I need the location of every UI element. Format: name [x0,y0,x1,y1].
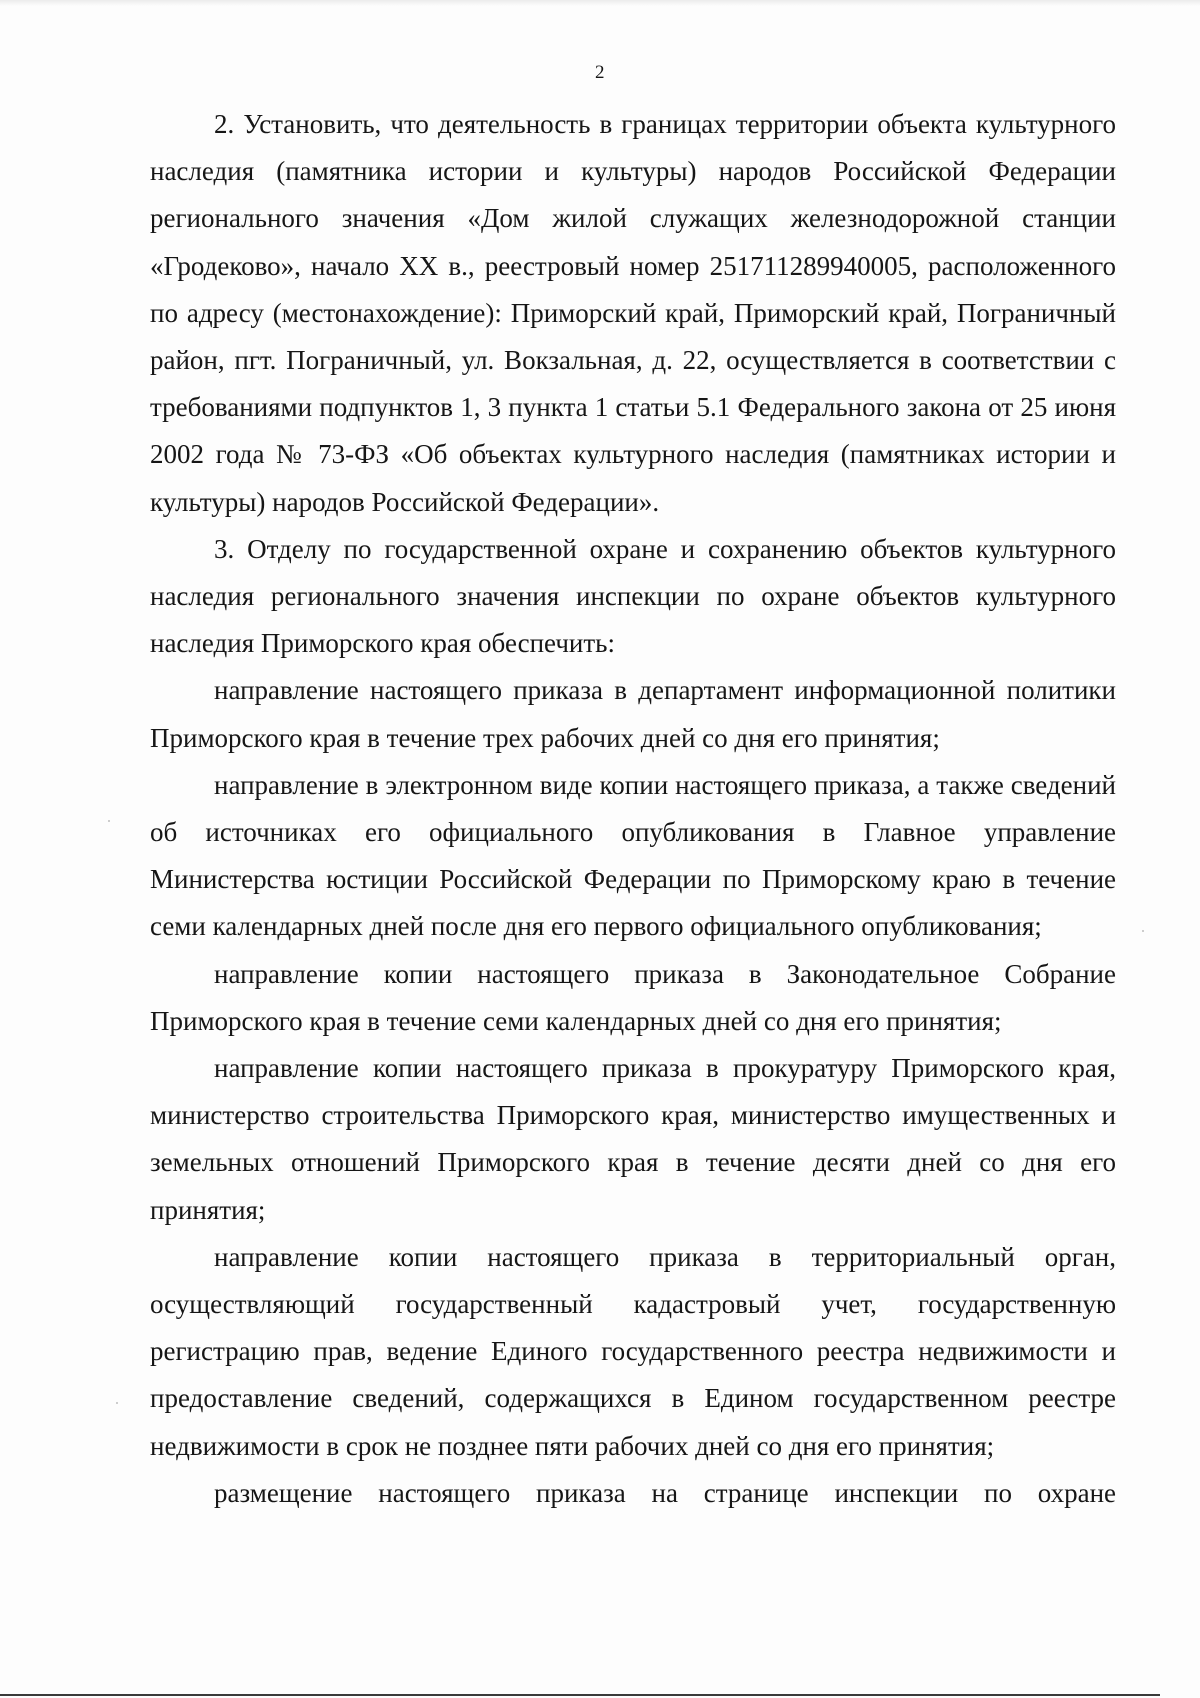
paragraph-item-2: 2. Установить, что деятельность в границах территории объекта культурного наследия (памятника истории и культуры) народов Российской Федерации регионального значения «Дом жилой служащих железнодорожной станции «Гродеково», начало XX в., реестровый номер 251711289940005, расположенного по адресу (местонахождение): Приморский край, Приморский край, Пограничный район, пгт. Пограничный, ул. Вокзальная, д. 22, осуществляется в соответствии с требованиями подпунктов 1, 3 пункта 1 статьи 5.1 Федерального закона от 25 июня 2002 года № 73-ФЗ «Об объектах культурного наследия (памятниках истории и культуры) народов Российской Федерации». [150,109,1116,517]
paragraph-subitem-info-policy: направление настоящего приказа в департамент информационной политики Приморского края в течение трех рабочих дней со дня его принятия; [150,675,1116,753]
paragraph-subitem-ministry-justice: направление в электронном виде копии настоящего приказа, а также сведений об источниках его официального опубликования в Главное управление Министерства юстиции Российской Федерации по Приморскому краю в течение семи календарных дней после дня его первого официального опубликования; [150,769,1116,942]
document-body [150,101,1116,1517]
paragraph-subitem-publication: размещение настоящего приказа на странице инспекции по охране [214,1477,1116,1508]
page-number: 2 [595,62,605,83]
scan-edge-top [0,0,1200,6]
paragraph-subitem-prosecutor: направление копии настоящего приказа в прокуратуру Приморского края, министерство строительства Приморского края, министерство имущественных и земельных отношений Приморского края в течение десяти дней со дня его принятия; [150,1053,1116,1225]
paragraph-subitem-legislative-assembly: направление копии настоящего приказа в Законодательное Собрание Приморского края в течение семи календарных дней со дня его принятия; [150,958,1116,1036]
scan-speck [108,820,110,822]
scan-speck [116,1402,118,1404]
paragraph-subitem-cadastral: направление копии настоящего приказа в территориальный орган, осуществляющий государственный кадастровый учет, государственную регистрацию прав, ведение Единого государственного реестра недвижимости и предоставление сведений, содержащихся в Едином государственном реестре недвижимости в срок не позднее пяти рабочих дней со дня его принятия; [150,1241,1116,1461]
scan-speck [1142,930,1144,932]
scan-edge-bottom [0,1694,1160,1696]
paragraph-item-3: 3. Отделу по государственной охране и сохранению объектов культурного наследия регионального значения инспекции по охране объектов культурного наследия Приморского края обеспечить: [150,533,1116,659]
